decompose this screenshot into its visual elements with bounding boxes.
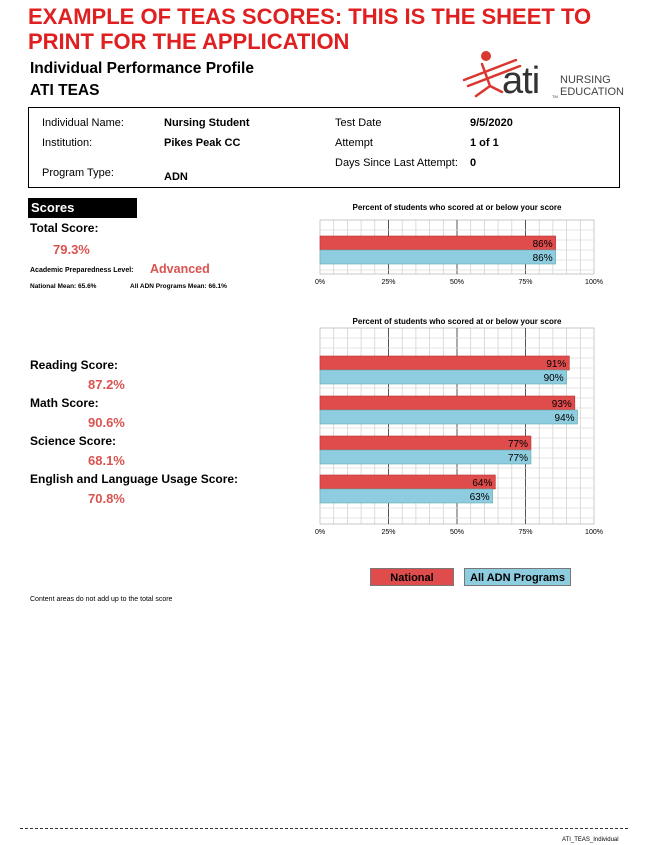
date-label: Test Date: [335, 117, 382, 129]
chart-2-bar-national-3: [320, 475, 495, 489]
reading-score-label: Reading Score:: [30, 358, 119, 372]
footer-code: ATI_TEAS_Individual: [562, 837, 619, 843]
prep-level-label: Academic Preparedness Level:: [30, 267, 134, 274]
total-score-value: 79.3%: [53, 242, 90, 257]
page-title: Individual Performance Profile: [30, 60, 254, 77]
logo-line2: EDUCATION: [560, 86, 624, 98]
legend-national-label: National: [390, 572, 434, 584]
banner-heading: EXAMPLE OF TEAS SCORES: THIS IS THE SHEET TO PRINT FOR THE APPLICATION: [28, 4, 592, 54]
prep-level-value: Advanced: [150, 262, 210, 276]
total-score-label: Total Score:: [30, 221, 99, 235]
chart-1-data-label: 86%: [532, 239, 553, 250]
legend-national: [370, 568, 454, 586]
name-value: Nursing Student: [164, 117, 250, 129]
attempt-label: Attempt: [335, 137, 373, 149]
chart-2-data-label: 77%: [507, 439, 528, 450]
chart-2-title: Percent of students who scored at or below your score: [352, 317, 562, 326]
reading-score-value: 87.2%: [88, 377, 125, 392]
chart-2-bar-all-adn-programs-2: [320, 450, 531, 464]
chart-2-bar-national-2: [320, 436, 531, 450]
institution-label: Institution:: [42, 137, 93, 149]
math-score-value: 90.6%: [88, 415, 125, 430]
name-label: Individual Name:: [42, 117, 124, 129]
date-value: 9/5/2020: [470, 117, 513, 129]
chart-1-bar-all-adn-programs-0: [320, 250, 556, 264]
chart-2-data-label: 90%: [543, 373, 564, 384]
total-score-chart: [300, 198, 620, 294]
chart-2-data-label: 63%: [469, 492, 490, 503]
chart-1-tick-label: 75%: [518, 279, 533, 286]
chart-1-tick-label: 25%: [381, 279, 396, 286]
logo-line1: NURSING: [560, 74, 611, 86]
english-score-label: English and Language Usage Score:: [30, 472, 239, 486]
chart-2-tick-label: 25%: [381, 529, 396, 536]
institution-value: Pikes Peak CC: [164, 137, 241, 149]
program-value: ADN: [164, 171, 188, 183]
program-label: Program Type:: [42, 167, 114, 179]
chart-2-bar-national-0: [320, 356, 569, 370]
chart-2-data-label: 94%: [554, 413, 575, 424]
chart-1-data-label: 86%: [532, 253, 553, 264]
chart-2-data-label: 64%: [472, 478, 493, 489]
chart-1-tick-label: 0%: [314, 279, 326, 286]
content-area-chart: [300, 312, 620, 544]
footer-divider: [20, 828, 628, 829]
science-score-label: Science Score:: [30, 434, 117, 448]
english-score-value: 70.8%: [88, 491, 125, 506]
logo-mark: ati: [502, 60, 540, 102]
attempt-value: 1 of 1: [470, 137, 499, 149]
page-subtitle: ATI TEAS: [30, 82, 100, 99]
ati-logo: [460, 46, 630, 104]
math-score-label: Math Score:: [30, 396, 99, 410]
national-mean: National Mean: 65.6%: [30, 283, 97, 290]
days-value: 0: [470, 157, 477, 169]
chart-2-data-label: 91%: [546, 359, 567, 370]
chart-1-tick-label: 100%: [585, 279, 603, 286]
chart-2-bar-all-adn-programs-0: [320, 370, 567, 384]
chart-1-title: Percent of students who scored at or below your score: [352, 203, 562, 212]
chart-2-bar-all-adn-programs-1: [320, 410, 578, 424]
days-label: Days Since Last Attempt:: [335, 157, 458, 169]
adn-mean: All ADN Programs Mean: 66.1%: [130, 283, 227, 290]
legend-adn: [464, 568, 571, 586]
chart-2-tick-label: 0%: [314, 529, 326, 536]
scores-header: Scores: [28, 198, 137, 218]
logo-tm: TM: [552, 94, 558, 99]
chart-2-data-label: 93%: [551, 399, 572, 410]
chart-2-tick-label: 100%: [585, 529, 603, 536]
legend-adn-label: All ADN Programs: [470, 572, 565, 584]
chart-2-tick-label: 75%: [518, 529, 533, 536]
chart-2-tick-label: 50%: [449, 529, 465, 536]
chart-2-bar-all-adn-programs-3: [320, 489, 493, 503]
science-score-value: 68.1%: [88, 453, 125, 468]
chart-1-bar-national-0: [320, 236, 556, 250]
chart-2-bar-national-1: [320, 396, 575, 410]
chart-2-data-label: 77%: [507, 453, 528, 464]
content-areas-note: Content areas do not add up to the total score: [30, 596, 173, 603]
chart-1-tick-label: 50%: [449, 279, 465, 286]
